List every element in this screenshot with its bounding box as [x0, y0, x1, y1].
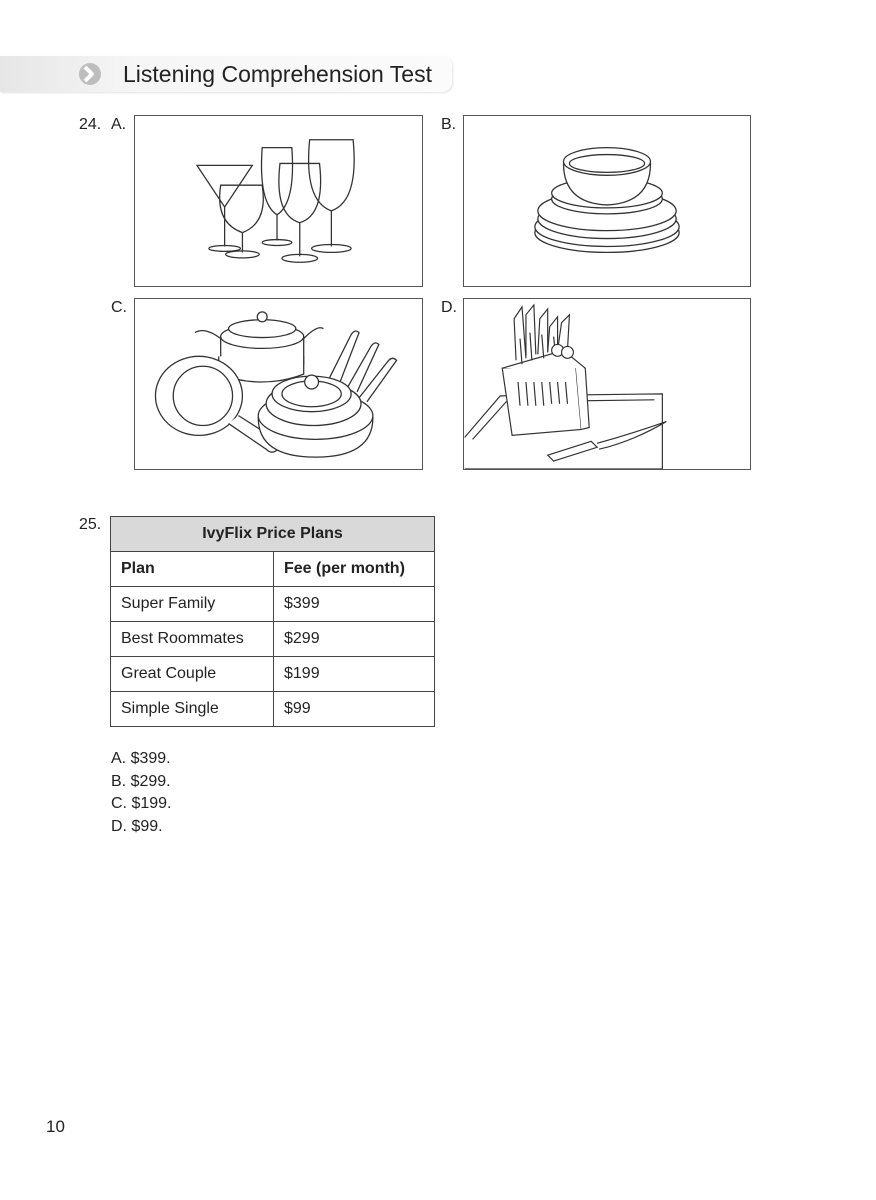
chevron-right-icon — [76, 62, 108, 86]
option-b-label: B. — [441, 116, 457, 133]
table-row — [111, 587, 435, 622]
option-d-picture[interactable] — [463, 298, 751, 470]
bowl-and-plates-illustration — [464, 116, 750, 286]
knife-block-illustration — [464, 299, 750, 469]
plan-fee: $299 — [274, 622, 435, 657]
wine-glasses-illustration — [135, 116, 422, 286]
answer-option-d[interactable]: D. $99. — [111, 817, 163, 835]
table-row — [111, 657, 435, 692]
option-a-label: A. — [111, 116, 127, 133]
plan-fee: $99 — [274, 692, 435, 727]
answer-option-a[interactable]: A. $399. — [111, 750, 171, 767]
page-title: Listening Comprehension Test — [123, 61, 432, 87]
table-row — [111, 622, 435, 657]
price-plans-table — [110, 516, 435, 727]
plan-name: Super Family — [111, 587, 274, 622]
plan-name: Best Roommates — [111, 622, 274, 657]
table-title: IvyFlix Price Plans — [111, 517, 435, 552]
column-header-fee: Fee (per month) — [274, 552, 435, 587]
option-d-label: D. — [441, 299, 457, 316]
table-row — [111, 692, 435, 727]
question-24-number: 24. — [79, 116, 102, 133]
answer-option-b[interactable]: B. $299. — [111, 772, 171, 790]
plan-fee: $399 — [274, 587, 435, 622]
answer-options — [111, 748, 171, 838]
plan-name: Simple Single — [111, 692, 274, 727]
column-header-plan: Plan — [111, 552, 274, 587]
plan-name: Great Couple — [111, 657, 274, 692]
question-25-number: 25. — [79, 516, 102, 533]
plan-fee: $199 — [274, 657, 435, 692]
answer-option-c[interactable]: C. $199. — [111, 795, 172, 812]
option-b-picture[interactable] — [463, 115, 751, 287]
page-number: 10 — [46, 1117, 65, 1136]
option-c-picture[interactable] — [134, 298, 423, 470]
pots-and-pans-illustration — [135, 299, 422, 469]
option-a-picture[interactable] — [134, 115, 423, 287]
option-c-label: C. — [111, 299, 127, 316]
